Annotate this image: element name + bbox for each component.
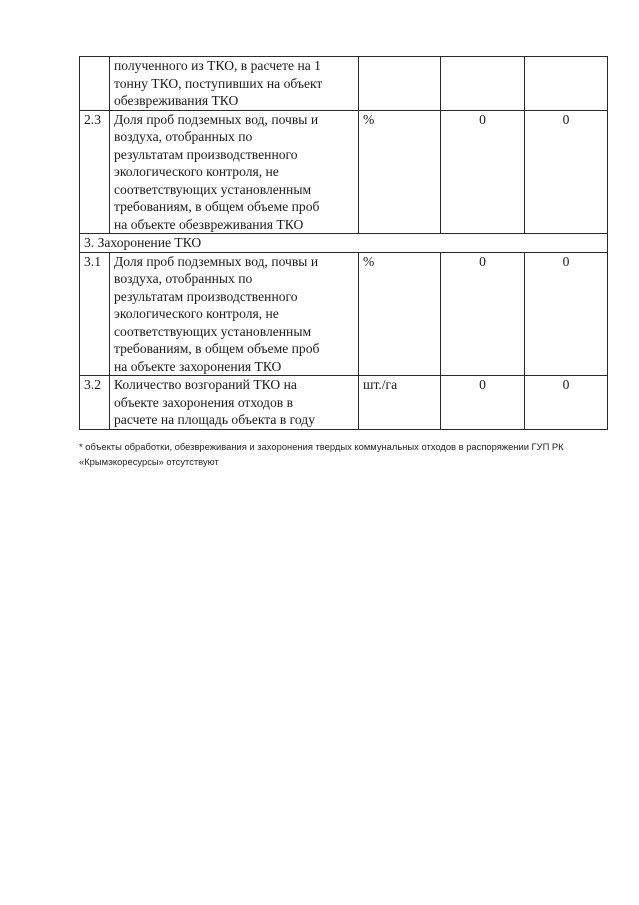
indicator-name-line: тонну ТКО, поступивших на объект [114, 75, 323, 91]
indicators-table-body [80, 57, 608, 430]
table-row [80, 252, 608, 376]
footnote-line-1: * объекты обработки, обезвреживания и захоронения твердых коммунальных отходов в распоряжении ГУП РК [79, 441, 564, 452]
unit-cell: шт./га [359, 376, 441, 430]
table-row [80, 110, 608, 234]
section-title: 3. Захоронение ТКО [80, 234, 608, 253]
section-header-row [80, 234, 608, 253]
value-cell-2: 0 [525, 376, 608, 430]
indicator-name-line: Доля проб подземных вод, почвы и [114, 111, 319, 127]
value-cell-1: 0 [441, 252, 525, 376]
indicator-name-line: результатам производственного [114, 288, 298, 304]
indicator-name-cell [110, 252, 359, 376]
indicator-name-cell [110, 376, 359, 430]
table-row [80, 376, 608, 430]
indicator-name-line: на объекте захоронения ТКО [114, 358, 282, 374]
row-number-cell: 2.3 [80, 110, 110, 234]
indicator-name-line: расчете на площадь объекта в году [114, 412, 315, 427]
value-cell-2: 0 [525, 252, 608, 376]
row-number-cell [80, 57, 110, 111]
unit-cell [359, 57, 441, 111]
indicator-name-line: результатам производственного [114, 146, 298, 162]
indicator-name-line: обезвреживания ТКО [114, 93, 239, 108]
indicator-name-cell [110, 57, 359, 111]
indicators-table [79, 56, 608, 430]
indicator-name-line: соответствующих установленным [114, 181, 312, 197]
indicator-name-line: Количество возгораний ТКО на [114, 377, 297, 392]
footnote [79, 440, 619, 469]
table-row [80, 57, 608, 111]
indicator-name-line: требованиям, в общем объеме проб [114, 341, 320, 356]
value-cell-1: 0 [441, 376, 525, 430]
indicator-name-line: воздуха, отобранных по [114, 271, 253, 286]
indicator-name-line: экологического контроля, не [114, 306, 279, 321]
indicator-name-line: воздуха, отобранных по [114, 129, 253, 144]
indicator-name-line: экологического контроля, не [114, 164, 279, 179]
indicator-name-line: полученного из ТКО, в расчете на 1 [114, 58, 321, 73]
indicator-name-cell [110, 110, 359, 234]
value-cell-2: 0 [525, 110, 608, 234]
value-cell-1: 0 [441, 110, 525, 234]
indicator-name-line: объекте захоронения отходов в [114, 394, 294, 410]
unit-cell: % [359, 252, 441, 376]
value-cell-1 [441, 57, 525, 111]
value-cell-2 [525, 57, 608, 111]
row-number-cell: 3.2 [80, 376, 110, 430]
indicator-name-line: требованиям, в общем объеме проб [114, 199, 320, 214]
footnote-line-2: «Крымэкоресурсы» отсутствуют [79, 455, 219, 467]
indicator-name-line: на объекте обезвреживания ТКО [114, 216, 304, 232]
row-number-cell: 3.1 [80, 252, 110, 376]
unit-cell: % [359, 110, 441, 234]
indicator-name-line: соответствующих установленным [114, 323, 312, 339]
indicator-name-line: Доля проб подземных вод, почвы и [114, 253, 319, 269]
